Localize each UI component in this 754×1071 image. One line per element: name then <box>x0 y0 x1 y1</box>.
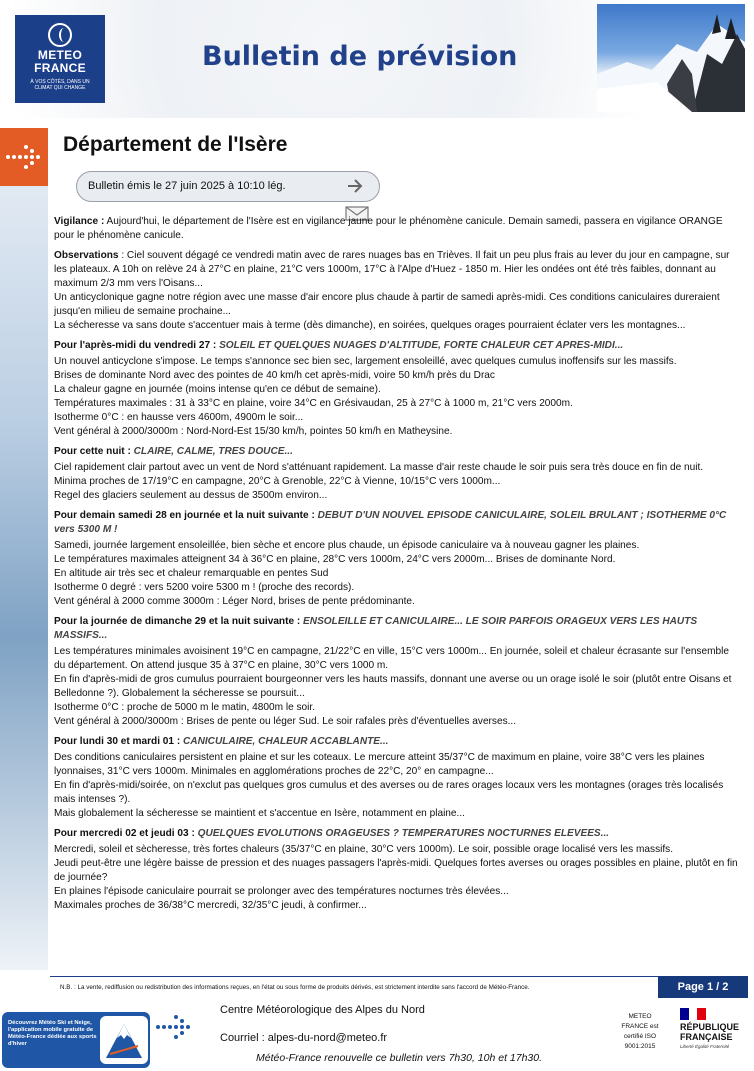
section-line: Ciel rapidement clair partout avec un vent de Nord s'atténuant rapidement. La masse d'air reste chaude le soir puis sera très douce en fin de nuit. <box>54 462 704 473</box>
observations-paragraph <box>54 249 742 333</box>
section-subtitle: CANICULAIRE, CHALEUR ACCABLANTE... <box>180 736 389 747</box>
section-line: Le températures maximales atteignent 34 à 36°C en plaine, 28°C vers 1000m, 24°C vers 2000m... Brises de dominante Nord. <box>54 554 616 565</box>
header <box>0 0 754 118</box>
bulletin-content <box>54 215 742 919</box>
meteo-france-emblem-icon <box>48 23 72 47</box>
section-line: Vent général à 2000/3000m : Nord-Nord-Est 15/30 km/h, pointes 50 km/h en Matheysine. <box>54 426 453 437</box>
observations-line: Un anticyclonique gagne notre région avec une masse d'air encore plus chaude à partir de samedi après-midi. Ces conditions caniculaires dureraient jusqu'en milieu de semaine prochaine... <box>54 292 720 317</box>
section-line: Isotherme 0 degré : vers 5200 voire 5300 m ! (proche des records). <box>54 582 355 593</box>
email-link[interactable]: alpes-du-nord@meteo.fr <box>267 1032 388 1044</box>
section-line: Les températures minimales avoisinent 19°C en campagne, 21/22°C en ville, 15°C vers 1000m... En journée, soleil et chaleur écrasante sur l'ensemble du département. On attend jusque 35 à 37°C en plaine, 30°C vers 1000 m. <box>54 646 729 671</box>
section-line: Vent général à 2000 comme 3000m : Léger Nord, brises de pente prédominante. <box>54 596 415 607</box>
observations-text: : Ciel souvent dégagé ce vendredi matin avec de rares nuages bas en Trièves. Il fait un peu plus frais au lever du jour en campagne, sur les plateaux. A 10h on relève 24 à 27°C en plaine, 21°C vers 1000m, 17°C à l'Alpe d'Huez - 1850 m. Hier les ondées ont été très faibles, donnant au maximum 2/3 mm vers l'Oisans... <box>54 250 730 289</box>
section-line: Maximales proches de 36/38°C mercredi, 32/35°C jeudi, à confirmer... <box>54 900 367 911</box>
section-line: Mais globalement la sécheresse se maintient et s'accentue en Isère, notamment en plaine... <box>54 808 465 819</box>
issue-date-bar <box>76 171 380 202</box>
section-subtitle: CLAIRE, CALME, TRES DOUCE... <box>130 446 293 457</box>
contact-email <box>220 1032 387 1044</box>
page-number: Page 1 / 2 <box>658 976 748 998</box>
arrow-dots-icon <box>4 144 44 170</box>
section-title: Pour la journée de dimanche 29 et la nuit suivante : <box>54 616 301 627</box>
left-gradient-band <box>0 140 48 970</box>
forecast-section <box>54 735 742 821</box>
logo-line2: FRANCE <box>34 61 86 75</box>
section-line: Mercredi, soleil et sècheresse, très fortes chaleurs (35/37°C en plaine, 30°C vers 1000m). Le soir, possible orage localisé vers les massifs. <box>54 844 674 855</box>
section-line: Isotherme 0°C : en hausse vers 4600m, 4900m le soir... <box>54 412 304 423</box>
section-line: Minima proches de 17/19°C en campagne, 20°C à Grenoble, 22°C à Vienne, 10/15°C vers 1000m... <box>54 476 501 487</box>
mountain-photo <box>597 4 745 112</box>
forecast-section <box>54 445 742 503</box>
forecast-section <box>54 827 742 913</box>
rf-line1: RÉPUBLIQUE <box>680 1022 740 1032</box>
renewal-schedule: Météo-France renouvelle ce bulletin vers 7h30, 10h et 17h30. <box>256 1052 543 1064</box>
section-line: Vent général à 2000/3000m : Brises de pente ou léger Sud. Le soir rafales près d'éventuelles averses... <box>54 716 517 727</box>
arrow-dots-icon <box>154 1014 194 1040</box>
forward-arrow-icon[interactable] <box>345 175 365 197</box>
republique-francaise-logo <box>680 1008 750 1049</box>
observations-label: Observations <box>54 250 119 261</box>
section-line: Des conditions caniculaires persistent en plaine et sur les coteaux. Le mercure atteint 35/37°C de maximum en plaine, voire 38°C vers les plaines lyonnaises, 31°C vers 1000m. Minimales en agglomérations proches de 22°C, 20° en campagne... <box>54 752 705 777</box>
logo-line1: METEO <box>37 48 83 62</box>
section-line: En fin d'après-midi de gros cumulus pourraient bourgeonner vers les hauts massifs, donnant une averse ou un orage isolé le soir (plutôt entre Oisans et Belledonne ?). Globalement la sécheresse se poursuit... <box>54 674 732 699</box>
meteo-france-logo <box>15 15 105 103</box>
section-line: Samedi, journée largement ensoleillée, bien sèche et encore plus chaude, un épisode caniculaire va à nouveau gagner les plaines. <box>54 540 640 551</box>
section-line: En fin d'après-midi/soirée, on n'exclut pas quelques gros cumulus et des averses ou de rares orages locaux vers les montagnes (orages très localisés mais intenses ?). <box>54 780 724 805</box>
section-subtitle: QUELQUES EVOLUTIONS ORAGEUSES ? TEMPERATURES NOCTURNES ELEVEES... <box>194 828 610 839</box>
section-line: Isotherme 0°C : proche de 5000 m le matin, 4800m le soir. <box>54 702 315 713</box>
section-marker <box>0 128 48 186</box>
forecast-section <box>54 615 742 729</box>
section-line: Températures maximales : 31 à 33°C en plaine, voire 34°C en Grésivaudan, 25 à 27°C à 1000 m, 21°C vers 2000m. <box>54 398 573 409</box>
forecast-section <box>54 339 742 439</box>
section-subtitle: DEBUT D'UN NOUVEL EPISODE CANICULAIRE, SOLEIL BRULANT ; ISOTHERME 0°C vers 5300 M ! <box>54 510 727 535</box>
section-line: Brises de dominante Nord avec des pointes de 40 km/h cet après-midi, voire 50 km/h près du Drac <box>54 370 495 381</box>
department-title: Département de l'Isère <box>63 133 288 156</box>
french-flag-icon <box>680 1008 706 1020</box>
section-title: Pour lundi 30 et mardi 01 : <box>54 736 181 747</box>
rf-line2: FRANÇAISE <box>680 1032 733 1042</box>
vigilance-label: Vigilance : <box>54 216 105 227</box>
section-line: Un nouvel anticyclone s'impose. Le temps s'annonce sec bien sec, largement ensoleillé, avec quelques cumulus inoffensifs sur les massifs. <box>54 356 677 367</box>
section-line: Regel des glaciers seulement au dessus de 3500m environ... <box>54 490 328 501</box>
section-line: Jeudi peut-être une légère baisse de pression et des nuages passagers l'après-midi. Quelques fortes averses ou orages possibles en plaine, plutôt en fin de journée? <box>54 858 738 883</box>
legal-notice: N.B. : La vente, rediffusion ou redistribution des informations reçues, en l'état ou sous forme de produits dérivés, est strictement interdite sans l'accord de Météo-France. <box>60 984 530 991</box>
meteo-ski-app-icon <box>100 1016 148 1064</box>
vigilance-text: Aujourd'hui, le département de l'Isère est en vigilance jaune pour le phénomène canicule. Demain samedi, passera en vigilance ORANGE pour le phénomène canicule. <box>54 216 723 241</box>
meteo-ski-promo[interactable] <box>2 1012 150 1068</box>
section-line: En plaines l'épisode caniculaire pourrait se prolonger avec des températures nocturnes très élevées... <box>54 886 509 897</box>
section-line: En altitude air très sec et chaleur remarquable en pentes Sud <box>54 568 329 579</box>
centre-name: Centre Météorologique des Alpes du Nord <box>220 1004 425 1016</box>
section-title: Pour l'après-midi du vendredi 27 : <box>54 340 217 351</box>
section-line: La chaleur gagne en journée (moins intense qu'en ce début de semaine). <box>54 384 381 395</box>
page-title: Bulletin de prévision <box>202 41 518 72</box>
vigilance-paragraph <box>54 215 742 243</box>
promo-text: Découvrez Météo Ski et Neige, l'application mobile gratuite de Météo-France dédiée aux sports d'hiver <box>8 1020 97 1047</box>
forecast-section <box>54 509 742 609</box>
rf-motto: Liberté Égalité Fraternité <box>680 1044 730 1049</box>
section-title: Pour mercredi 02 et jeudi 03 : <box>54 828 195 839</box>
issue-date: Bulletin émis le 27 juin 2025 à 10:10 lég. <box>88 180 286 192</box>
section-title: Pour demain samedi 28 en journée et la nuit suivante : <box>54 510 315 521</box>
footer-divider <box>50 976 664 977</box>
section-title: Pour cette nuit : <box>54 446 131 457</box>
logo-tagline: À VOS CÔTÉS, DANS UN CLIMAT QUI CHANGE <box>30 79 90 91</box>
section-subtitle: ENSOLEILLE ET CANICULAIRE... LE SOIR PARFOIS ORAGEUX VERS LES HAUTS MASSIFS... <box>54 616 698 641</box>
observations-line: La sécheresse va sans doute s'accentuer mais à terme (dès dimanche), en soirées, quelques orages pourraient éclater vers les montagnes... <box>54 320 686 331</box>
iso-certification: METEO FRANCE est certifié ISO 9001:2015 <box>621 1013 659 1050</box>
email-label: Courriel : <box>220 1032 268 1044</box>
section-subtitle: SOLEIL ET QUELQUES NUAGES D'ALTITUDE, FORTE CHALEUR CET APRES-MIDI... <box>216 340 624 351</box>
